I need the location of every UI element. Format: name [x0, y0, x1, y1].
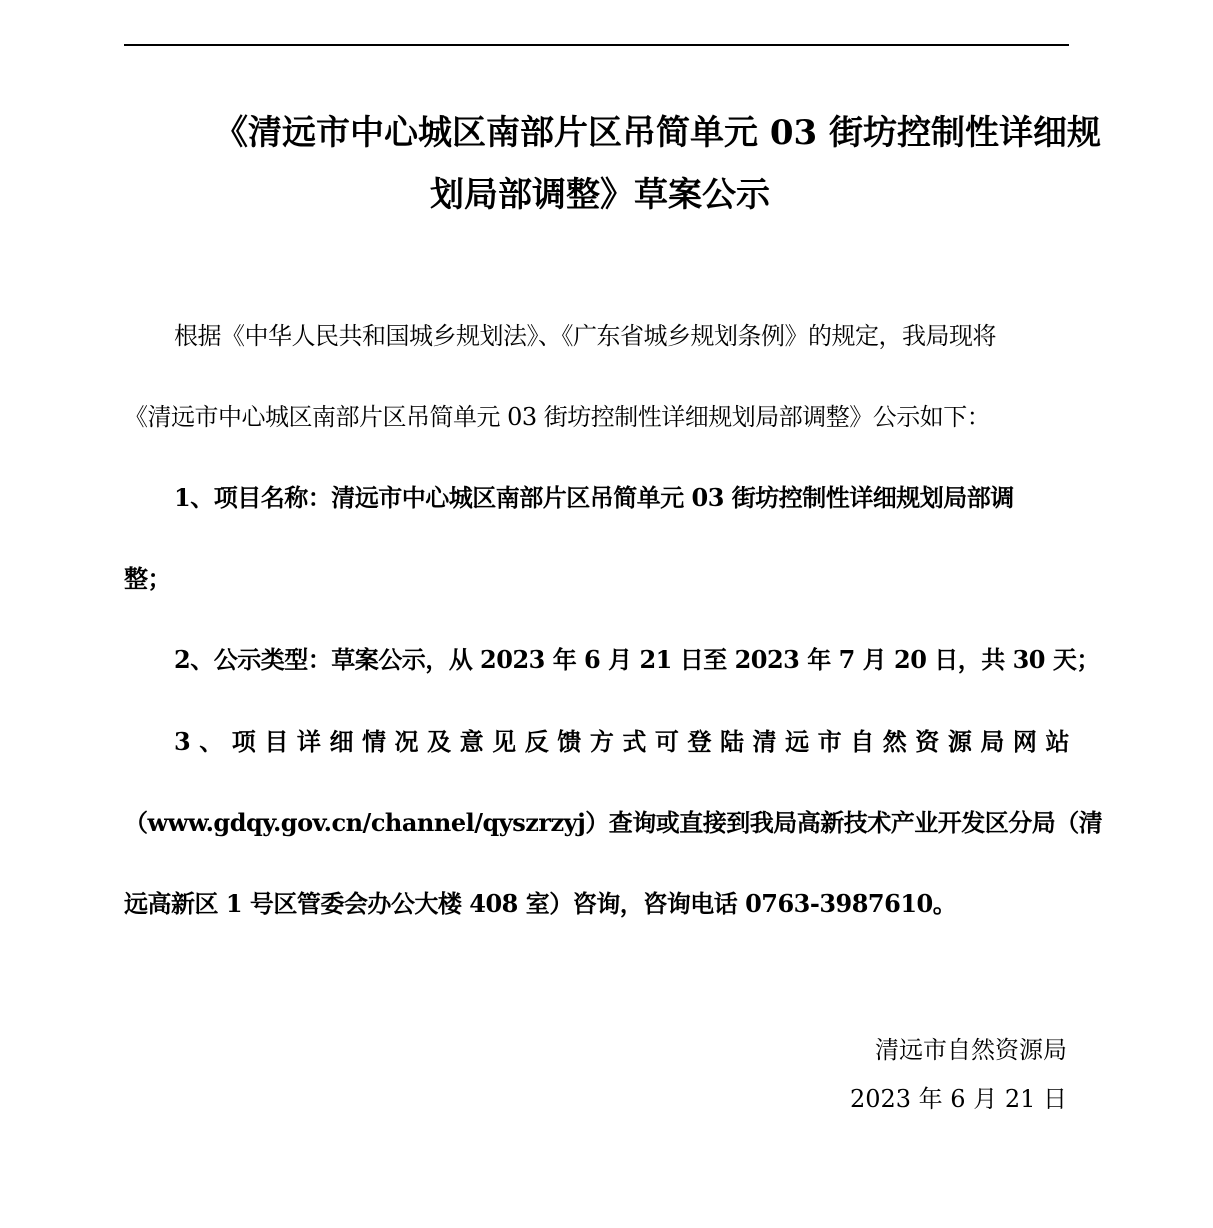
item-1-line-2: 整；	[124, 564, 171, 593]
item-3-char: 详	[296, 727, 321, 756]
signature-date: 2023 年 6 月 21 日	[849, 1085, 1067, 1113]
item-3-char: 可	[654, 727, 679, 756]
signature-org: 清远市自然资源局	[875, 1036, 1067, 1064]
item-3-char: 源	[947, 727, 972, 756]
item-3-line-3: 远高新区 1 号区管委会办公大楼 408 室）咨询，咨询电话 0763-3987610。	[124, 889, 957, 918]
intro-line-1: 根据《中华人民共和国城乡规划法》、《广东省城乡规划条例》的规定，我局现将	[174, 322, 996, 350]
intro-line-2: 《清远市中心城区南部片区吊简单元 03 街坊控制性详细规划局部调整》公示如下：	[124, 403, 991, 431]
item-3-line-1	[174, 727, 1069, 756]
item-3-char: 站	[1045, 727, 1069, 756]
item-1-line-1: 1、项目名称：清远市中心城区南部片区吊简单元 03 街坊控制性详细规划局部调	[174, 483, 1014, 512]
item-2: 2、公示类型：草案公示，从 2023 年 6 月 21 日至 2023 年 7 月 20 日，共 30 天；	[174, 645, 1100, 674]
item-3-char: 3	[174, 727, 191, 756]
item-3-char: 市	[817, 727, 842, 756]
item-3-char: 式	[622, 727, 646, 756]
item-3-char: 清	[752, 727, 777, 756]
item-3-char: 反	[524, 727, 549, 756]
header-rule	[124, 44, 1069, 46]
item-3-char: 馈	[557, 727, 581, 756]
item-3-char: 然	[882, 727, 907, 756]
title-line-2: 划局部调整》草案公示	[430, 175, 770, 215]
item-3-char: 及	[427, 727, 451, 756]
item-3-char: 见	[492, 727, 516, 756]
item-3-char: 登	[687, 727, 711, 756]
item-3-char: 局	[980, 727, 1004, 756]
item-3-char: 情	[361, 727, 386, 756]
item-3-char: 项	[231, 727, 256, 756]
item-3-char: 自	[850, 727, 874, 756]
item-3-char: 资	[915, 727, 939, 756]
item-3-char: 陆	[720, 727, 744, 756]
item-3-char: 远	[785, 727, 809, 756]
item-3-char: 方	[589, 727, 614, 756]
item-3-char: 网	[1012, 727, 1037, 756]
title-line-1: 《清远市中心城区南部片区吊简单元 03 街坊控制性详细规	[214, 113, 1101, 153]
item-3-char: 况	[394, 727, 419, 756]
item-3-char: 、	[199, 727, 223, 756]
item-3-char: 意	[459, 727, 484, 756]
item-3-char: 目	[264, 727, 288, 756]
item-3-char: 细	[329, 727, 353, 756]
item-3-line-2: （www.gdqy.gov.cn/channel/qyszrzyj）查询或直接到我局高新技术产业开发区分局（清	[124, 808, 1103, 837]
